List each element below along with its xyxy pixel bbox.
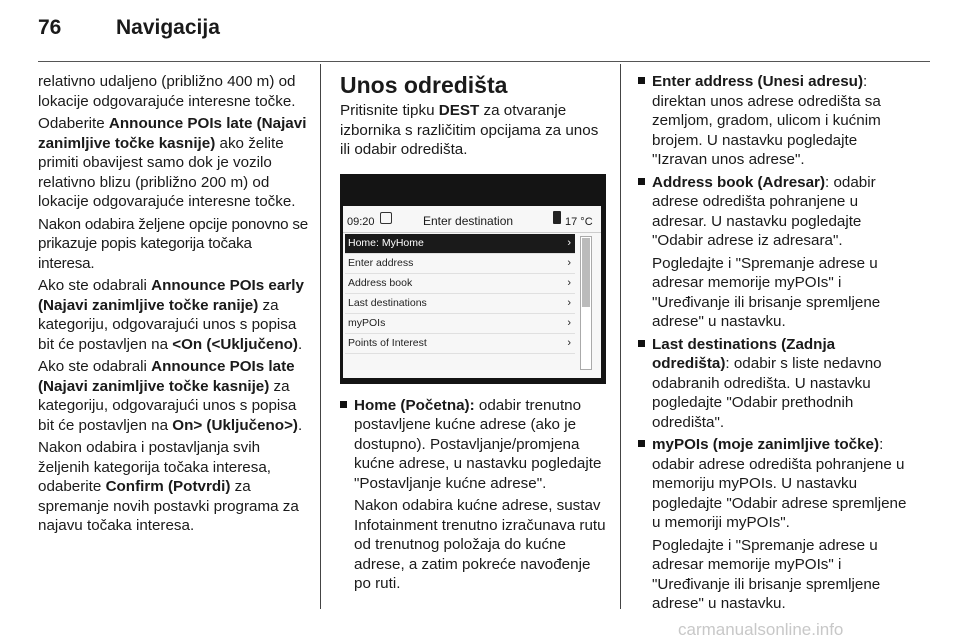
bullet-square-icon [638,440,645,447]
bullet-square-icon [638,77,645,84]
chapter-title: Navigacija [116,16,220,39]
menu-item-address-book[interactable]: Address book › [345,274,575,294]
paragraph: Pogledajte i "Spremanje adrese u adresar memorije myPOIs" i "Uređivanje ili brisanje spremljene adrese" u nastavku. [652,536,881,612]
paragraph: Pogledajte i "Spremanje adrese u adresar memorije myPOIs" i "Uređivanje ili brisanje spremljene adrese" u nastavku. [652,254,881,330]
menu-item-mypois[interactable]: myPOIs › [345,314,575,334]
bullet-square-icon [638,340,645,347]
column-3 [638,72,914,617]
infotainment-screen [343,206,601,378]
paragraph: relativno udaljeno (približno 400 m) od lokacije odgovarajuće interesne točke. [38,73,296,110]
menu-scrollbar[interactable] [580,236,592,370]
column-divider-1 [320,64,321,609]
status-bar [343,206,601,233]
paragraph: Nakon odabira kućne adrese, sustav Infotainment trenutno izračunava rutu od trenutnog položaja do kućne adrese, a zatim pokreće navođenje po ruti. [354,497,606,592]
clock-icon [380,212,392,224]
chevron-right-icon: › [567,236,571,249]
phone-icon [553,211,561,224]
chevron-right-icon: › [567,276,571,289]
chevron-right-icon: › [567,316,571,329]
column-2 [340,72,606,597]
paragraph: Nakon odabira i postavljanja svih željenih kategorija točaka interesa, odaberite Confirm (Potvrdi) za spremanje novih postavki programa za najavu točaka interesa. [38,439,299,534]
paragraph: Pritisnite tipku DEST za otvaranje izbornika s različitim opcijama za unos ili odabir odredišta. [340,102,599,158]
page-header [38,16,938,46]
menu-item-last-destinations[interactable]: Last destinations › [345,294,575,314]
menu-item-points-of-interest[interactable]: Points of Interest › [345,334,575,354]
bullet-last-destinations: Last destinations (Zadnja odredišta): odabir s liste nedavno odabranih odredišta. U nastavku pogledajte "Odabir prethodnih odredišta". [638,335,914,433]
chevron-right-icon: › [567,256,571,269]
header-rule [38,61,930,62]
column-divider-2 [620,64,621,609]
destination-menu [345,234,575,354]
clock-time: 09:20 [347,215,375,228]
bullet-square-icon [638,178,645,185]
bullet-enter-address: Enter address (Unesi adresu): direktan unos adrese odredišta sa zemljom, gradom, ulicom i kućnim brojem. U nastavku pogledajte "Izravan unos adrese". [638,72,914,170]
column-1 [38,72,308,539]
bullet-home: Home (Početna): odabir trenutno postavljene kućne adrese (ako je dostupno). Postavljanje/promjena kućne adrese, u nastavku pogledajte "Postavljanje kućne adrese". [340,396,606,494]
paragraph: Ako ste odabrali Announce POIs early (Najavi zanimljive točke ranije) za kategoriju, odgovarajući unos s popisa bit će postavljen na <On (<Uključeno). [38,277,304,353]
scrollbar-thumb[interactable] [582,238,590,307]
chevron-right-icon: › [567,296,571,309]
section-title: Unos odredišta [340,72,508,98]
menu-item-home[interactable]: Home: MyHome › [345,234,575,254]
bullet-square-icon [340,401,347,408]
watermark: carmanualsonline.info [678,620,844,639]
temperature: 17 °C [565,215,593,228]
infotainment-screenshot [340,174,606,384]
paragraph: Odaberite Announce POIs late (Najavi zanimljive točke kasnije) ako želite primiti obavijest samo dok je vozilo relativno blizu (približno 200 m) od lokacije odgovarajuće interesne točke. [38,115,307,210]
paragraph: Nakon odabira željene opcije ponovno se prikazuje popis kategorija točaka interesa. [38,215,308,272]
bullet-mypois: myPOIs (moje zanimljive točke): odabir adrese odredišta pohranjene u memoriju myPOIs. U nastavku pogledajte "Odabir adrese spremljene u memoriji myPOIs". [638,435,914,533]
menu-item-enter-address[interactable]: Enter address › [345,254,575,274]
bullet-address-book: Address book (Adresar): odabir adrese odredišta pohranjene u adresar. U nastavku pogledajte "Odabir adrese iz adresara". [638,173,914,251]
page-number: 76 [38,16,62,39]
paragraph: Ako ste odabrali Announce POIs late (Najavi zanimljive točke kasnije) za kategoriju, odgovarajući unos s popisa bit će postavljen na On> (Uključeno>). [38,358,303,434]
chevron-right-icon: › [567,336,571,349]
screen-title: Enter destination [423,213,514,228]
